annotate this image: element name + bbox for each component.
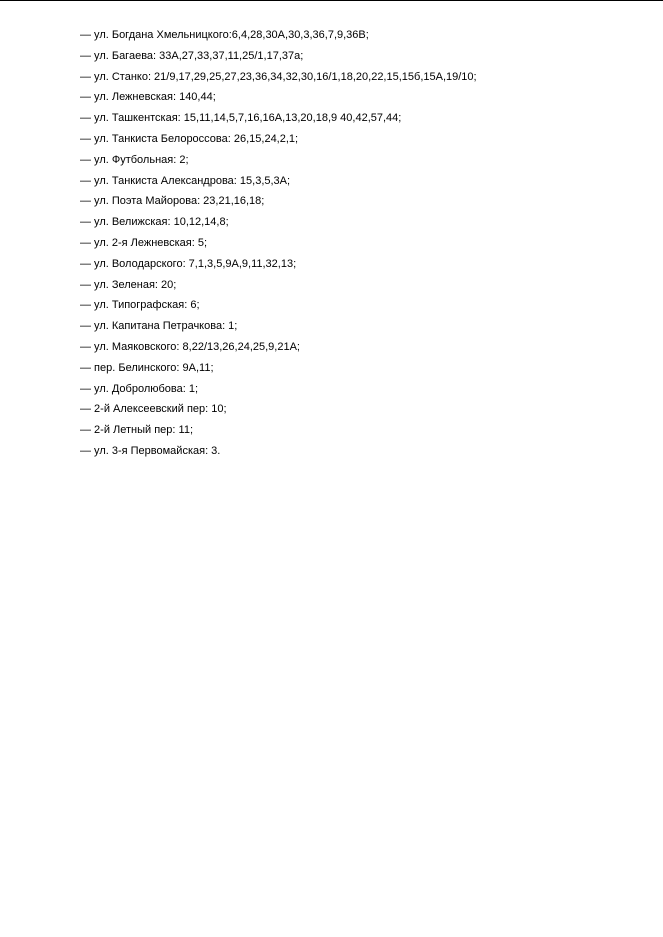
list-item: — ул. Типографская: 6; xyxy=(80,299,200,312)
list-item: — ул. Футбольная: 2; xyxy=(80,153,189,166)
list-item: — ул. Танкиста Александрова: 15,3,5,3А; xyxy=(80,174,291,187)
list-item: — 2-й Алексеевский пер: 10; xyxy=(80,403,227,416)
list-item: — пер. Белинского: 9А,11; xyxy=(80,361,214,374)
list-item: — ул. Ташкентская: 15,11,14,5,7,16,16А,13,20,18,9 40,42,57,44; xyxy=(80,112,402,125)
list-item: — ул. Володарского: 7,1,3,5,9А,9,11,32,13; xyxy=(80,257,297,270)
list-item: — ул. Велижская: 10,12,14,8; xyxy=(80,216,229,229)
list-item: — ул. Лежневская: 140,44; xyxy=(80,91,216,104)
street-address-list xyxy=(80,25,477,462)
list-item: — ул. 2-я Лежневская: 5; xyxy=(80,236,208,249)
list-item: — ул. Маяковского: 8,22/13,26,24,25,9,21А; xyxy=(80,340,300,353)
list-item: — ул. Багаева: 33А,27,33,37,11,25/1,17,37а; xyxy=(80,49,304,62)
list-item: — ул. Танкиста Белороссова: 26,15,24,2,1; xyxy=(80,132,299,145)
top-border-line xyxy=(0,0,663,1)
list-item: — ул. Станко: 21/9,17,29,25,27,23,36,34,32,30,16/1,18,20,22,15,15б,15А,19/10; xyxy=(80,70,477,83)
list-item: — ул. 3-я Первомайская: 3. xyxy=(80,444,221,457)
list-item: — 2-й Летный пер: 11; xyxy=(80,424,194,437)
list-item: — ул. Добролюбова: 1; xyxy=(80,382,199,395)
list-item: — ул. Зеленая: 20; xyxy=(80,278,177,291)
list-item: — ул. Капитана Петрачкова: 1; xyxy=(80,320,238,333)
list-item: — ул. Поэта Майорова: 23,21,16,18; xyxy=(80,195,265,208)
list-item: — ул. Богдана Хмельницкого:6,4,28,30А,30,3,36,7,9,36В; xyxy=(80,29,369,41)
